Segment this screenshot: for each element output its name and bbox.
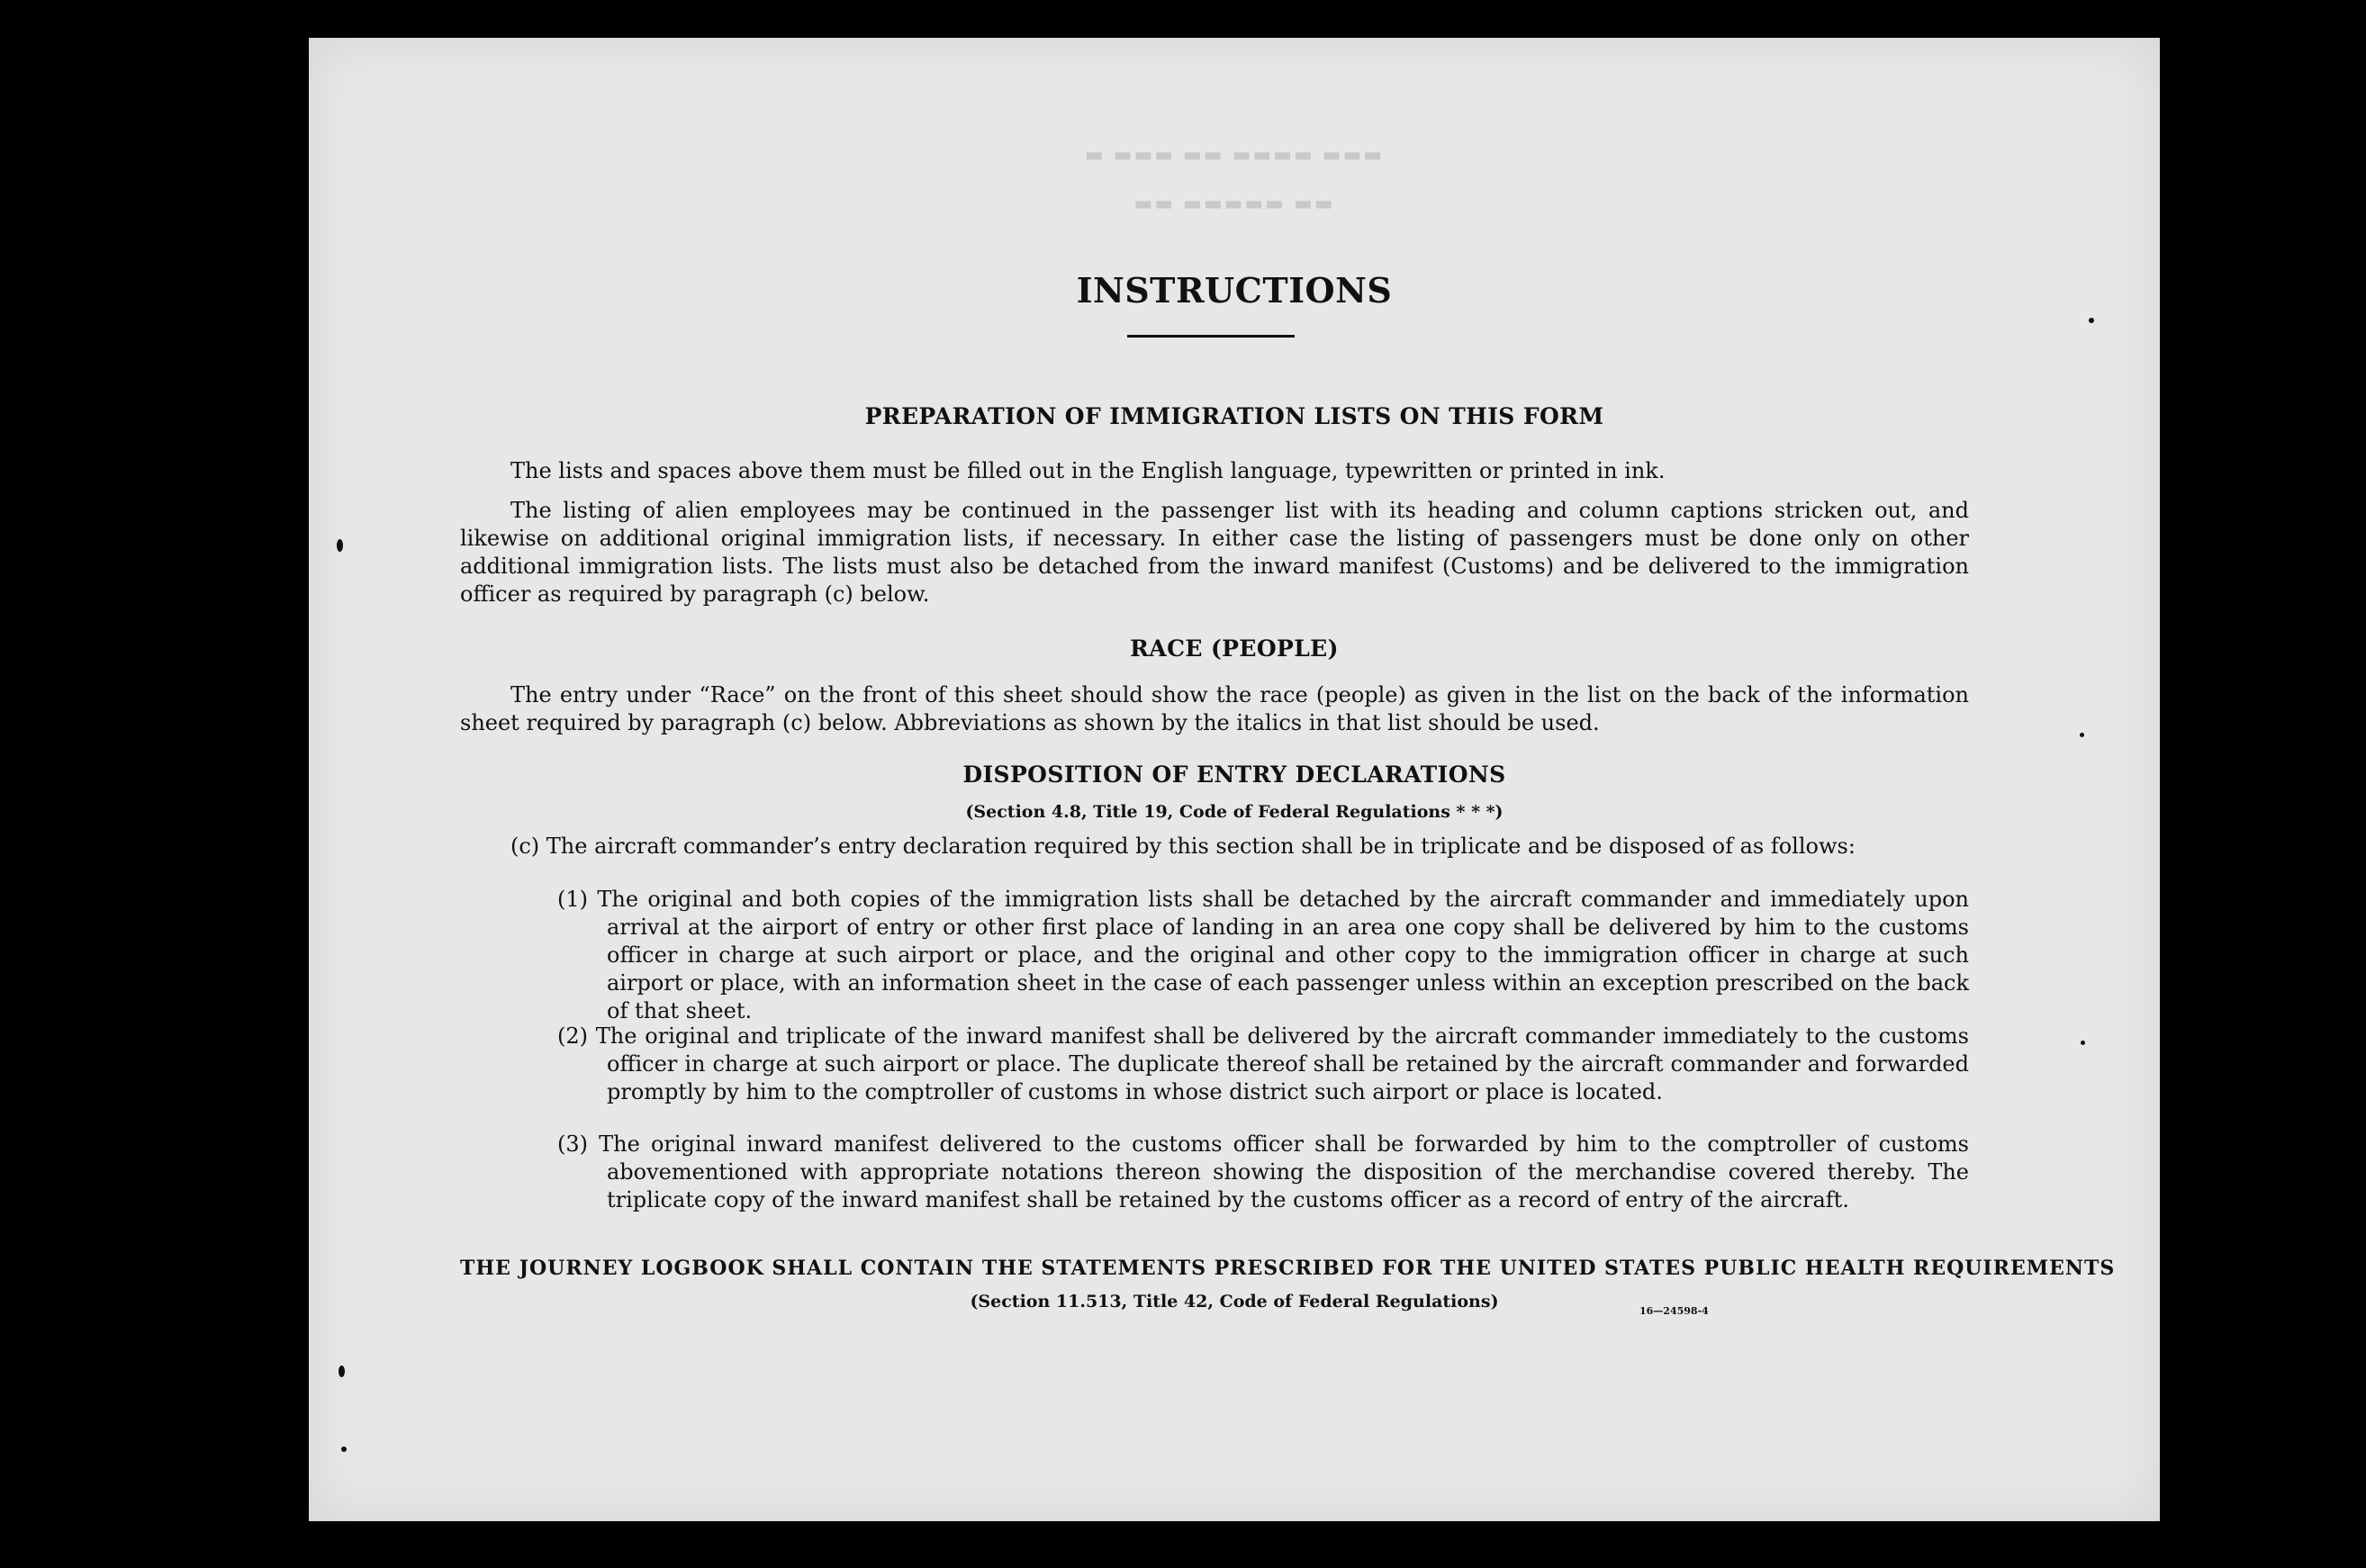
scan-speck [341,1446,347,1452]
bleed-through-mark: ▬ ▬▬▬ ▬▬ ▬▬▬▬ ▬▬▬ [1084,144,1385,167]
page-title: INSTRUCTIONS [1076,270,1393,311]
title-underline [1127,335,1295,338]
list-item: (2) The original and triplicate of the inward manifest shall be delivered by the aircraft commander immediately to the customs officer in charge at such airport or place. The duplicate thereof shall be retained by the aircraft commander and forwarded promptly by him to the comptroller of customs in whose district such airport or place is located. [557,1023,1969,1104]
scan-speck [337,539,343,552]
list-item: (1) The original and both copies of the immigration lists shall be detached by the aircraft commander and immediately upon arrival at the airport of entry or other first place of landing in an area one copy shall be delivered by him to the customs officer in charge at such airport or place, and the original and other copy to the immigration officer in charge at such airport or place, with an information sheet in the case of each passenger unless within an exception prescribed on the back of that sheet. [557,887,1969,1023]
scan-speck [339,1365,345,1377]
section-heading-disposition: DISPOSITION OF ENTRY DECLARATIONS [962,761,1506,788]
footer-citation: (Section 11.513, Title 42, Code of Federal Regulations) [970,1292,1499,1311]
section-heading-race: RACE (PEOPLE) [1130,635,1339,662]
paragraph: The listing of alien employees may be continued in the passenger list with its heading and column captions stricken out, and likewise on additional original immigration lists, if necessary. In either case the listing of passengers must be done only on other additional immigration lists. The lists must also be detached from the inward manifest (Customs) and be delivered to the immigration officer as required by paragraph (c) below. [460,498,1969,607]
paragraph: The entry under “Race” on the front of this sheet should show the race (people) as given in the list on the back of the information sheet required by paragraph (c) below. Abbreviations as shown by the italics in that list should be used. [460,682,1969,735]
form-number: 16—24598-4 [1639,1305,1709,1317]
document-page [309,38,2160,1521]
paragraph: The lists and spaces above them must be filled out in the English language, typewritten or printed in ink. [510,458,1666,483]
section-citation: (Section 4.8, Title 19, Code of Federal Regulations * * *) [965,802,1504,822]
scan-speck [2081,1041,2085,1045]
scan-speck [2089,318,2094,323]
section-heading-preparation: PREPARATION OF IMMIGRATION LISTS ON THIS FORM [864,403,1604,429]
list-item: (3) The original inward manifest delivered to the customs officer shall be forwarded by him to the comptroller of customs abovementioned with appropriate notations thereon showing the disposition of the merchandise covered thereby. The triplicate copy of the inward manifest shall be retained by the customs officer as a record of entry of the aircraft. [557,1131,1969,1212]
bleed-through-mark: ▬▬ ▬▬▬▬▬ ▬▬ [1133,193,1335,215]
paragraph-lead: (c) The aircraft commander’s entry declaration required by this section shall be in triplicate and be disposed of as follows: [510,834,1856,859]
footer-statement: THE JOURNEY LOGBOOK SHALL CONTAIN THE STATEMENTS PRESCRIBED FOR THE UNITED STATES PUBLIC HEALTH REQUIREMENTS [460,1257,2116,1280]
scan-speck [2080,733,2084,737]
